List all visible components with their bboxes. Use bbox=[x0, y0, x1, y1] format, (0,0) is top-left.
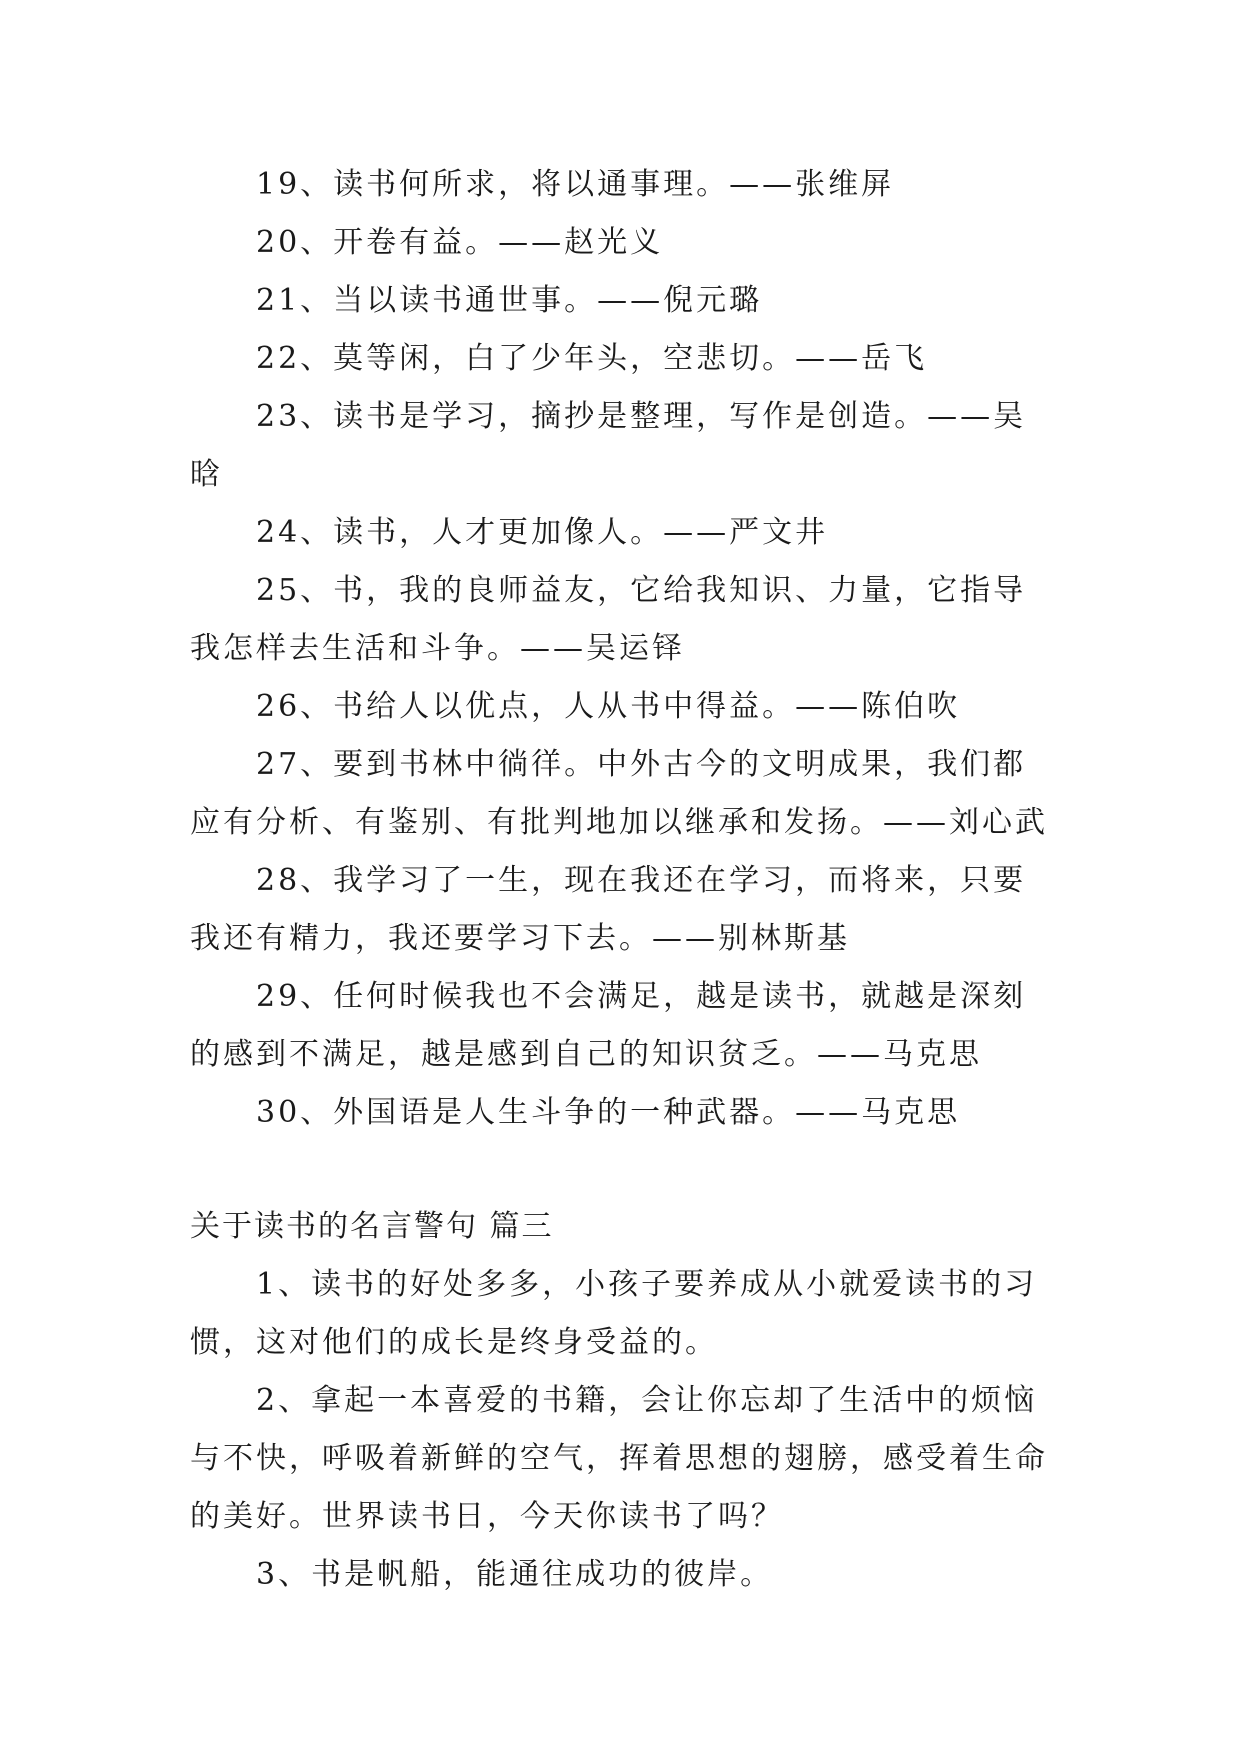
quote-22: 22、莫等闲，白了少年头，空悲切。——岳飞 bbox=[256, 341, 928, 376]
quote-27: 27、要到书林中徜徉。中外古今的文明成果，我们都应有分析、有鉴别、有批判地加以继承和发扬。——刘心武 bbox=[190, 747, 1048, 840]
quote-28: 28、我学习了一生，现在我还在学习，而将来，只要我还有精力，我还要学习下去。——别林斯基 bbox=[190, 863, 1027, 956]
quote-21: 21、当以读书通世事。——倪元璐 bbox=[256, 283, 763, 318]
quote-20: 20、开卷有益。——赵光义 bbox=[256, 225, 664, 260]
section-title: 关于读书的名言警句 篇三 bbox=[190, 1209, 554, 1244]
quote-25: 25、书，我的良师益友，它给我知识、力量，它指导我怎样去生活和斗争。——吴运铎 bbox=[190, 573, 1027, 666]
section-spacer bbox=[190, 1142, 1050, 1198]
quote-19: 19、读书何所求，将以通事理。——张维屏 bbox=[256, 167, 895, 202]
document-body bbox=[190, 156, 1050, 1604]
quote-24: 24、读书，人才更加像人。——严文井 bbox=[256, 515, 829, 550]
section3-item-2: 2、拿起一本喜爱的书籍，会让你忘却了生活中的烦恼与不快，呼吸着新鲜的空气，挥着思想的翅膀，感受着生命的美好。世界读书日，今天你读书了吗？ bbox=[190, 1383, 1048, 1534]
section3-item-3: 3、书是帆船，能通往成功的彼岸。 bbox=[256, 1557, 774, 1592]
quote-30: 30、外国语是人生斗争的一种武器。——马克思 bbox=[256, 1095, 961, 1130]
quote-23: 23、读书是学习，摘抄是整理，写作是创造。——吴晗 bbox=[190, 399, 1027, 492]
quote-26: 26、书给人以优点，人从书中得益。——陈伯吹 bbox=[256, 689, 961, 724]
section3-item-1: 1、读书的好处多多，小孩子要养成从小就爱读书的习惯，这对他们的成长是终身受益的。 bbox=[190, 1267, 1038, 1360]
quote-29: 29、任何时候我也不会满足，越是读书，就越是深刻的感到不满足，越是感到自己的知识贫乏。——马克思 bbox=[190, 979, 1027, 1072]
